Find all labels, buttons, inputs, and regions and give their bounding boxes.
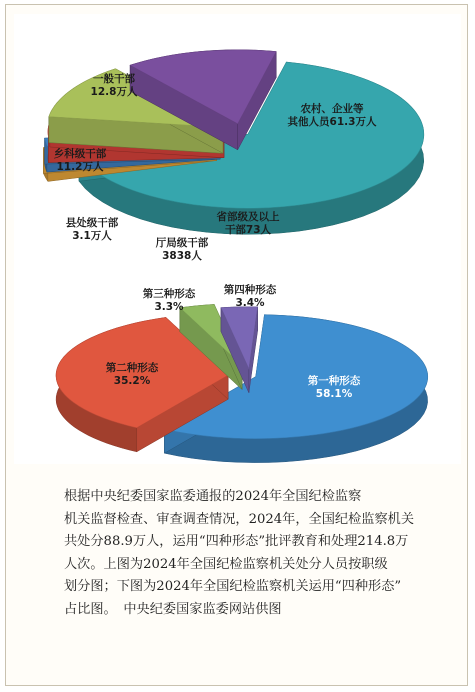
forms-pie-label-line: 第四种形态: [223, 284, 277, 296]
forms-pie-label: [224, 283, 277, 309]
rank-pie-label-line: 12.8万人: [90, 86, 138, 98]
forms-pie-label-line: 第一种形态: [307, 375, 361, 387]
rank-pie-label-line: 3838人: [162, 250, 202, 262]
rank-pie-label-line: 县处级干部: [65, 217, 119, 229]
rank-pie-label: [66, 216, 119, 242]
forms-pie-label-line: 3.4%: [235, 297, 265, 309]
caption-line: 划分图；下图为2024年全国纪检监察机关运用“四种形态”: [64, 579, 402, 594]
rank-pie-label-line: 厅局级干部: [155, 237, 209, 249]
rank-pie-chart: [14, 14, 461, 276]
caption-line: 占比图。 中央纪委国家监委网站供图: [64, 601, 282, 617]
forms-pie-label-line: 35.2%: [113, 375, 151, 387]
rank-pie-label-line: 其他人员61.3万人: [287, 116, 377, 128]
rank-pie-label-line: 一般干部: [93, 73, 135, 85]
caption-line: 机关监督检查、审查调查情况，2024年，全国纪检监察机关: [64, 511, 415, 527]
rank-pie-panel: [14, 14, 461, 276]
rank-pie-label-line: 干部73人: [224, 224, 272, 236]
rank-pie-label-line: 乡科级干部: [53, 148, 107, 160]
rank-pie-label-line: 省部级及以上: [216, 211, 280, 223]
forms-pie-panel: [14, 276, 461, 464]
forms-pie-label-line: 第三种形态: [142, 288, 196, 300]
caption-line: 根据中央纪委国家监委通报的2024年全国纪检监察: [64, 489, 362, 504]
caption-line: 共处分88.9万人，运用“四种形态”批评教育和处理214.8万: [64, 534, 409, 549]
rank-pie-label: [155, 236, 209, 262]
forms-pie-label-line: 58.1%: [315, 388, 353, 400]
rank-pie-label-line: 农村、企业等: [300, 103, 364, 115]
caption-line: 人次。上图为2024年全国纪检监察机关处分人员按职级: [64, 556, 388, 572]
caption: [64, 486, 434, 621]
rank-pie-label-line: 3.1万人: [72, 230, 112, 242]
forms-pie-chart: [14, 276, 461, 464]
rank-pie-label-line: 11.2万人: [56, 161, 104, 173]
forms-pie-label-line: 3.3%: [154, 301, 184, 313]
forms-pie-label-line: 第二种形态: [105, 362, 159, 374]
